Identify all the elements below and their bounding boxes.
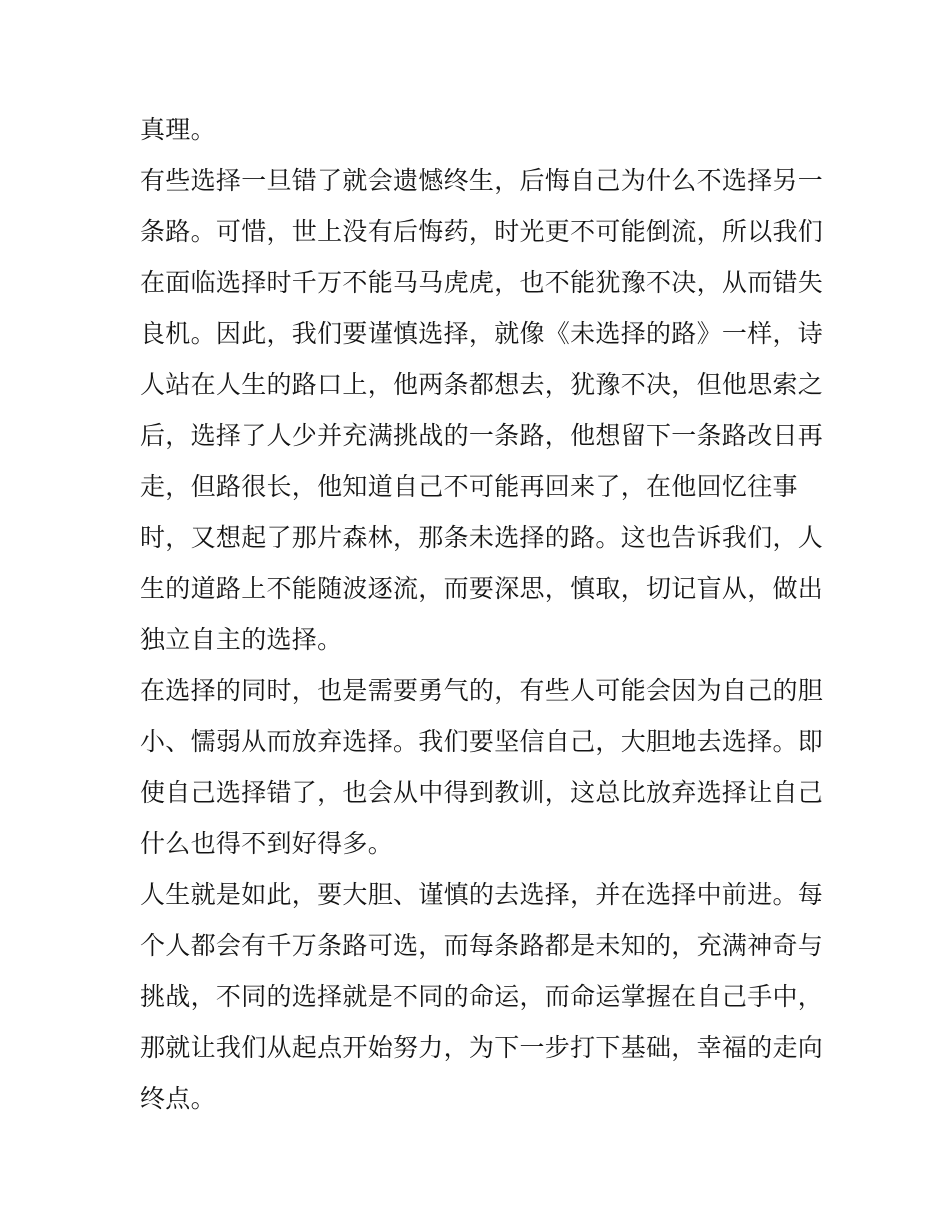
text-line: 人生就是如此，要大胆、谨慎的去选择，并在选择中前进。每 [140,880,824,909]
text-line: 使自己选择错了，也会从中得到教训，这总比放弃选择让自己 [140,778,824,807]
text-line: 在面临选择时千万不能马马虎虎，也不能犹豫不决，从而错失 [140,268,824,297]
text-line: 有些选择一旦错了就会遗憾终生，后悔自己为什么不选择另一 [140,166,824,195]
text-line: 什么也得不到好得多。 [140,829,394,858]
text-line: 走，但路很长，他知道自己不可能再回来了，在他回忆往事 [140,472,798,501]
text-line: 时，又想起了那片森林，那条未选择的路。这也告诉我们，人 [140,523,824,552]
text-line: 终点。 [140,1084,216,1113]
text-line: 真理。 [140,115,216,144]
text-line: 小、懦弱从而放弃选择。我们要坚信自己，大胆地去选择。即 [140,727,824,756]
text-line: 个人都会有千万条路可选，而每条路都是未知的，充满神奇与 [140,931,824,960]
text-line: 在选择的同时，也是需要勇气的，有些人可能会因为自己的胆 [140,676,824,705]
text-line: 生的道路上不能随波逐流，而要深思，慎取，切记盲从，做出 [140,574,824,603]
text-line: 独立自主的选择。 [140,625,343,654]
text-line: 后，选择了人少并充满挑战的一条路，他想留下一条路改日再 [140,421,824,450]
text-line: 那就让我们从起点开始努力，为下一步打下基础，幸福的走向 [140,1033,824,1062]
text-line: 挑战，不同的选择就是不同的命运，而命运掌握在自己手中， [140,982,824,1011]
document-body [140,109,824,1129]
text-line: 良机。因此，我们要谨慎选择，就像《未选择的路》一样，诗 [140,319,824,348]
text-line: 人站在人生的路口上，他两条都想去，犹豫不决，但他思索之 [140,370,824,399]
text-line: 条路。可惜，世上没有后悔药，时光更不可能倒流，所以我们 [140,217,824,246]
